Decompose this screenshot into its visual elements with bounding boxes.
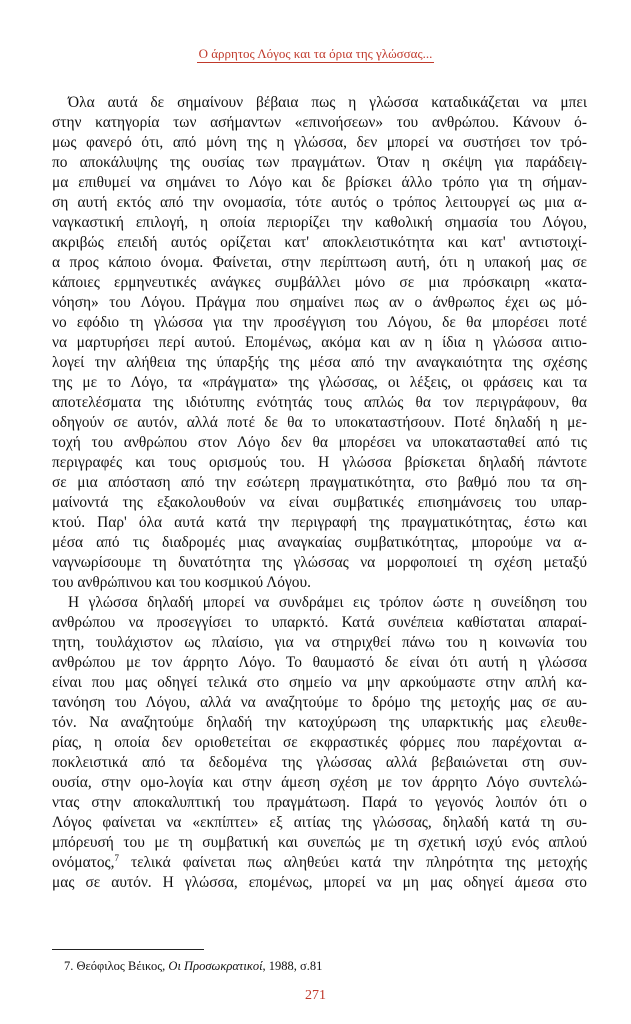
footnote-number: 7. (64, 959, 74, 973)
text-line: ποκλειστικά από τα δεδομένα της γλώσσας αλλά βεβαιώνεται στη συν- (52, 754, 587, 771)
text-line: μέσα από τις διαδρομές μιας αναγκαίας συμβατικότητας, μπορούμε να α- (52, 534, 587, 551)
text-line: ουσία, στην ομο-λογία και στην άμεση σχέση με τον άρρητο Λόγο συντελώ- (52, 774, 587, 791)
text-line: ανθρώπου με τον άρρητο Λόγο. Το θαυμαστό δε είναι ότι αυτή η γλώσσα (52, 654, 587, 671)
text-line: Όλα αυτά δε σημαίνουν βέβαια πως η γλώσσα καταδικάζεται να μπει (68, 94, 587, 111)
running-head (0, 46, 631, 62)
text-line: λογεί την αλήθεια της ύπαρξής της μέσα από την αναγκαιότητα της σχέσης (52, 354, 587, 371)
text-line: ναγνωρίσουμε τη δυνατότητα της γλώσσας να μορφοποιεί τη σχέση μεταξύ (52, 554, 587, 571)
text-line-with-footnote (52, 853, 587, 873)
text-line: τανόηση του Λόγου, αλλά να αναζητούμε το δρόμο της μετοχής μας σε αυ- (52, 694, 587, 711)
text-line: τοχή του ανθρώπου στον Λόγο δεν θα μπορέσει να υποκατασταθεί από τις (52, 434, 587, 451)
text-line: μα επιθυμεί να σημάνει το Λόγο και δε βρίσκει άλλο τρόπο για τη σήμαν- (52, 174, 587, 191)
footnote-divider (52, 949, 204, 950)
text-line: σε μια απόσταση από την εσώτερη πραγματικότητα, στο βαθμό που τα ση- (52, 474, 587, 491)
text-line: οδηγούν σε αυτόν, αλλά ποτέ δε θα το υποκαταστήσουν. Ποτέ δηλαδή η με- (52, 414, 587, 431)
text-line: στην κατηγορία των ασήμαντων «επινοήσεων» του ανθρώπου. Κάνουν ό- (52, 114, 587, 131)
text-line: ση αυτή εκτός από την ονομασία, τότε αυτός ο τρόπος λειτουργεί ως μια α- (52, 194, 587, 211)
text-line: μαίνοντά της εξακολουθούν να είναι συμβατικές επισημάνσεις του υπαρ- (52, 494, 587, 511)
footnote-author: Θεόφιλος Βέικος, (76, 959, 166, 973)
text-line: είναι που μας οδηγεί τελικά στο σημείο να μην αρκούμαστε στην απλή κα- (52, 674, 587, 691)
text-line: της με το Λόγο, τα «πράγματα» της γλώσσας, οι λέξεις, οι φράσεις και τα (52, 374, 587, 391)
body-text (52, 93, 587, 893)
text-line: κάποιες ερμηνευτικές ανάγκες συμβάλλει μόνο σε μια πρόσκαιρη «κατα- (52, 274, 587, 291)
text-line: περιγραφές και τους ορισμούς του. Η γλώσσα βρίσκεται δηλαδή πάντοτε (52, 454, 587, 471)
text-line: ρίας, η οποία δεν οριοθετείται σε εκφραστικές φόρμες που παρέχονται α- (52, 734, 587, 751)
text-line: μως φανερό ότι, από μόνη της η γλώσσα, δεν μπορεί να συστήσει τον τρό- (52, 134, 587, 151)
text-line: μας σε αυτόν. Η γλώσσα, επομένως, μπορεί να μη μας οδηγεί άμεσα στο (52, 874, 587, 891)
text-line: του ανθρώπινου και του κοσμικού Λόγου. (52, 574, 311, 591)
text-line: ντας στην αποκαλυπτική του πραγμάτωση. Παρά το γεγονός λοιπόν ότι ο (52, 794, 587, 811)
text-line: τόν. Να αναζητούμε δηλαδή την κατοχύρωση της υπαρκτικής μας ελευθε- (52, 714, 587, 731)
text-line: νο εφόδιο τη γλώσσα για την προσέγγιση του Λόγου, δε θα μπορέσει ποτέ (52, 314, 587, 331)
line-start: ονόματος, (52, 854, 115, 871)
text-line: μπόρευσή του με τη συμβατική και συνεπώς με τη σχετική ισχύ ενός απλού (52, 834, 587, 851)
running-head-text: Ο άρρητος Λόγος και τα όρια της γλώσσας... (198, 46, 433, 61)
footnote (64, 959, 322, 974)
text-line: ανθρώπου να προσεγγίσει το υπαρκτό. Κατά συνέπεια καθίσταται απαραί- (52, 614, 587, 631)
paragraph-1 (52, 93, 587, 593)
footnote-marker[interactable]: 7 (114, 853, 119, 863)
footnote-title: Οι Προσωκρατικοί (168, 959, 263, 973)
paragraph-2 (52, 593, 587, 893)
text-line: ακριβώς επειδή αυτός ορίζεται κατ' αποκλειστικότητα και κατ' αντιστοιχί- (52, 234, 587, 251)
footnote-details: , 1988, σ.81 (262, 959, 323, 973)
text-line: Η γλώσσα δηλαδή μπορεί να συνδράμει εις τρόπον ώστε η συνείδηση του (68, 594, 587, 611)
text-line: νόηση» του Λόγου. Πράγμα που σημαίνει πως αν ο άνθρωπος έχει ως μό- (52, 294, 587, 311)
text-line: αποτελέσματα της ιδιότυπης ενότητάς τους απλώς θα τον περιγράφουν, θα (52, 394, 587, 411)
text-line: πο αποκάλυψης της ουσίας των πραγμάτων. Όταν η σκέψη για παράδειγ- (52, 154, 587, 171)
line-end: τελικά φαίνεται πως αληθεύει κατά την πληρότητα της μετοχής (130, 854, 587, 871)
text-line: Λόγος φαίνεται να «εκπίπτει» εξ αιτίας της γλώσσας, δηλαδή κατά τη συ- (52, 814, 587, 831)
text-line: τητη, τουλάχιστον ως πλαίσιο, για να στηριχθεί πάνω του η κοινωνία του (52, 634, 587, 651)
page-number: 271 (305, 988, 326, 1003)
text-line: να μαρτυρήσει περί αυτού. Επομένως, ακόμα και αν η ίδια η γλώσσα αιτιο- (52, 334, 587, 351)
text-line: ναγκαστική επιλογή, η οποία περιορίζει την καθολική σημασία του Λόγου, (52, 214, 587, 231)
text-line: κτού. Παρ' όλα αυτά κατά την περιγραφή της πραγματικότητας, έστω και (52, 514, 587, 531)
text-line: α προς κάποιο όνομα. Φαίνεται, στην περίπτωση αυτή, ότι η υπακοή μας σε (52, 254, 587, 271)
